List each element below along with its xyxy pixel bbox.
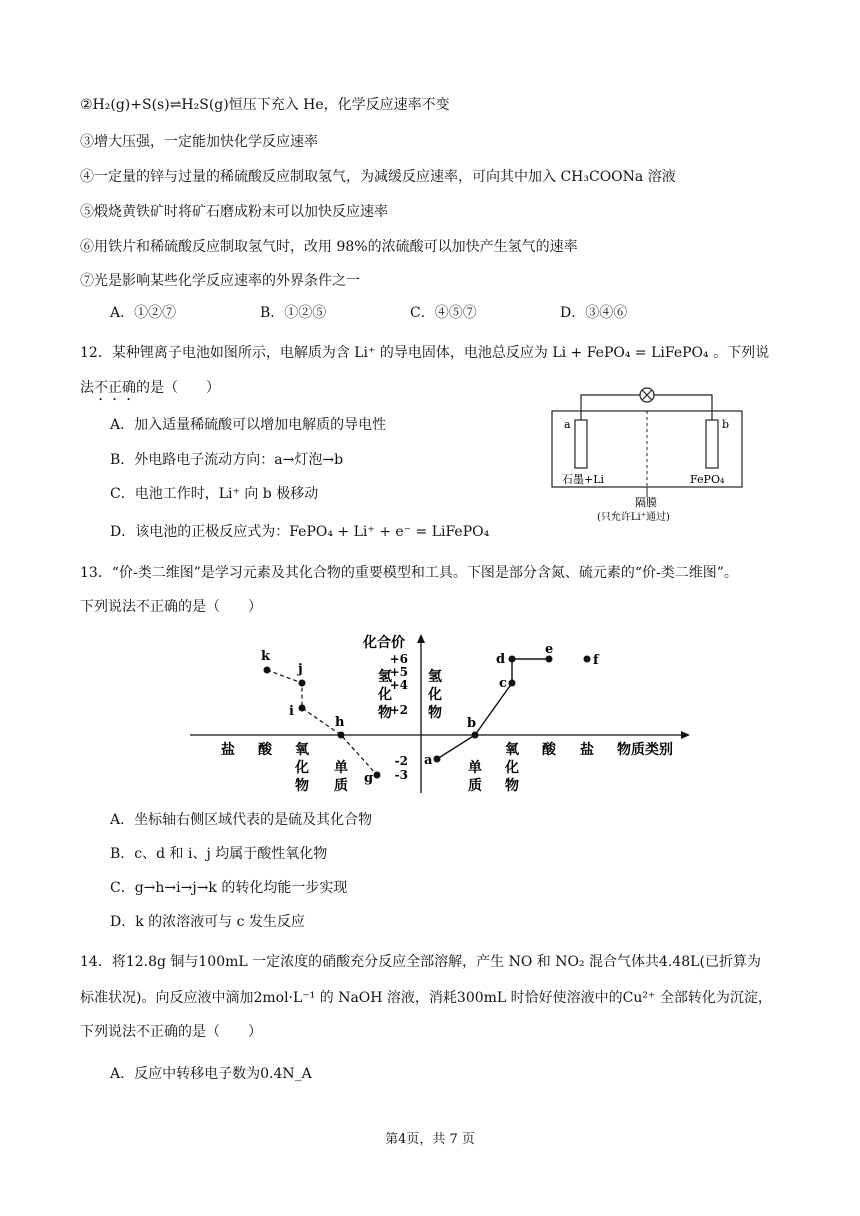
page-footer: 第4页，共 7 页 — [385, 1132, 475, 1147]
point-g — [374, 772, 381, 779]
q12-option-d[interactable]: D．该电池的正极反应式为：FePO₄ + Li⁺ + e⁻ = LiFePO₄ — [110, 524, 490, 540]
left-electrode-material: 石墨+Li — [562, 473, 605, 486]
label-j: j — [298, 662, 303, 677]
membrane-note: (只允许Li⁺通过) — [597, 512, 670, 523]
label-e: e — [545, 642, 554, 657]
y-tick-minus3: -3 — [394, 768, 408, 782]
valence-class-chart — [185, 625, 700, 800]
label-d: d — [496, 652, 506, 667]
x-cat-left-element-1: 单 — [334, 760, 348, 776]
x-axis-title: 物质类别 — [617, 742, 673, 758]
y-tick-plus6: +6 — [389, 652, 408, 666]
nitrogen-path — [267, 670, 377, 775]
q11-item-4: ④一定量的锌与过量的稀硫酸反应制取氢气，为减缓反应速率，可向其中加入 CH₃COONa 溶液 — [80, 169, 676, 185]
y-tick-plus4: +4 — [389, 678, 408, 692]
y-axis-title: 化合价 — [363, 635, 405, 651]
hydride-label-left-3: 物 — [378, 705, 392, 721]
electrode-a-label: a — [564, 418, 571, 431]
q12-option-c[interactable]: C．电池工作时，Li⁺ 向 b 极移动 — [110, 486, 319, 502]
q13-option-b[interactable]: B．c、d 和 i、j 均属于酸性氧化物 — [110, 846, 328, 862]
x-cat-left-oxide-1: 氧 — [295, 742, 309, 758]
sulfur-path — [437, 659, 549, 759]
point-c — [509, 680, 516, 687]
x-cat-right-acid: 酸 — [542, 742, 556, 758]
x-cat-right-oxide-3: 物 — [505, 778, 519, 794]
q11-choices — [110, 303, 710, 323]
q12-stem-line1: 12．某种锂离子电池如图所示，电解质为含 Li⁺ 的导电固体，电池总反应为 Li + FePO₄ = LiFePO₄ 。下列说 — [80, 345, 770, 361]
point-h — [338, 732, 345, 739]
q11-item-7: ⑦光是影响某些化学反应速率的外界条件之一 — [80, 273, 360, 289]
y-tick-minus2: -2 — [394, 754, 408, 768]
hydride-label-left-1: 氢 — [378, 669, 392, 685]
x-cat-right-element-1: 单 — [468, 760, 482, 776]
q14-line2: 标准状况)。向反应液中滴加2mol·L⁻¹ 的 NaOH 溶液，消耗300mL 时恰好使溶液中的Cu²⁺ 全部转化为沉淀， — [80, 990, 772, 1006]
x-cat-right-oxide-2: 化 — [505, 760, 519, 776]
x-cat-left-salt: 盐 — [221, 742, 235, 758]
q11-choice-d[interactable]: D．③④⑥ — [560, 305, 628, 321]
point-i — [299, 705, 306, 712]
hydride-label-right-2: 化 — [428, 687, 442, 703]
battery-diagram — [540, 375, 760, 525]
electrode-b-label: b — [722, 418, 730, 431]
x-cat-left-oxide-2: 化 — [295, 760, 309, 776]
q11-choice-b[interactable]: B．①②⑤ — [260, 305, 327, 321]
y-tick-plus2: +2 — [389, 703, 408, 717]
right-electrode-material: FePO₄ — [690, 473, 725, 486]
label-i: i — [289, 704, 294, 719]
x-cat-left-oxide-3: 物 — [295, 778, 309, 794]
electrode-b — [706, 420, 718, 468]
label-k: k — [261, 649, 271, 664]
q13-stem-line1: 13．“价-类二维图”是学习元素及其化合物的重要模型和工具。下图是部分含氮、硫元素的“价-类二维图”。 — [80, 565, 738, 581]
label-g: g — [364, 771, 374, 786]
x-cat-left-acid: 酸 — [258, 742, 272, 758]
q13-option-a[interactable]: A．坐标轴右侧区域代表的是硫及其化合物 — [110, 812, 373, 828]
x-cat-right-salt: 盐 — [580, 742, 594, 758]
q13-stem-line2: 下列说法不正确的是（ ） — [80, 599, 262, 615]
point-f — [584, 656, 591, 663]
q13-option-d[interactable]: D．k 的浓溶液可与 c 发生反应 — [110, 914, 305, 930]
point-b — [472, 732, 479, 739]
y-tick-plus5: +5 — [389, 665, 408, 679]
x-cat-left-element-2: 质 — [334, 778, 348, 794]
q12-stem-post: 的是（ ） — [136, 380, 220, 396]
point-j — [299, 680, 306, 687]
x-cat-right-oxide-1: 氧 — [505, 742, 519, 758]
q11-item-2: ②H₂(g)+S(s)⇌H₂S(g)恒压下充入 He，化学反应速率不变 — [80, 97, 450, 113]
point-d — [509, 656, 516, 663]
q12-stem-emphasis: 不正确 — [94, 380, 136, 396]
q12-stem-pre: 法 — [80, 380, 94, 396]
hydride-label-right-1: 氢 — [428, 669, 442, 685]
q14-line3: 下列说法不正确的是（ ） — [80, 1024, 262, 1040]
q14-line1: 14．将12.8g 铜与100mL 一定浓度的硝酸充分反应全部溶解，产生 NO 和 NO₂ 混合气体共4.48L(已折算为 — [80, 954, 761, 970]
q12-stem-line2 — [80, 378, 220, 404]
label-a: a — [424, 753, 433, 768]
q11-item-5: ⑤煅烧黄铁矿时将矿石磨成粉末可以加快反应速率 — [80, 204, 388, 220]
hydride-label-left-2: 化 — [378, 687, 392, 703]
point-a — [434, 756, 441, 763]
label-b: b — [467, 716, 477, 731]
q12-option-a[interactable]: A．加入适量稀硫酸可以增加电解质的导电性 — [110, 417, 387, 433]
q11-choice-a[interactable]: A．①②⑦ — [110, 305, 177, 321]
q14-option-a[interactable]: A．反应中转移电子数为0.4N_A — [110, 1066, 312, 1082]
label-c: c — [499, 676, 507, 691]
q11-item-6: ⑥用铁片和稀硫酸反应制取氢气时，改用 98%的浓硫酸可以加快产生氢气的速率 — [80, 239, 578, 255]
electrode-a — [575, 420, 587, 468]
membrane-label: 隔膜 — [635, 496, 657, 509]
hydride-label-right-3: 物 — [428, 705, 442, 721]
point-k — [264, 667, 271, 674]
x-cat-right-element-2: 质 — [468, 778, 482, 794]
q13-option-c[interactable]: C．g→h→i→j→k 的转化均能一步实现 — [110, 880, 348, 896]
q11-item-3: ③增大压强，一定能加快化学反应速率 — [80, 134, 318, 150]
q12-option-b[interactable]: B．外电路电子流动方向：a→灯泡→b — [110, 452, 344, 468]
q11-choice-c[interactable]: C．④⑤⑦ — [410, 305, 477, 321]
label-h: h — [335, 715, 345, 730]
label-f: f — [593, 653, 599, 668]
